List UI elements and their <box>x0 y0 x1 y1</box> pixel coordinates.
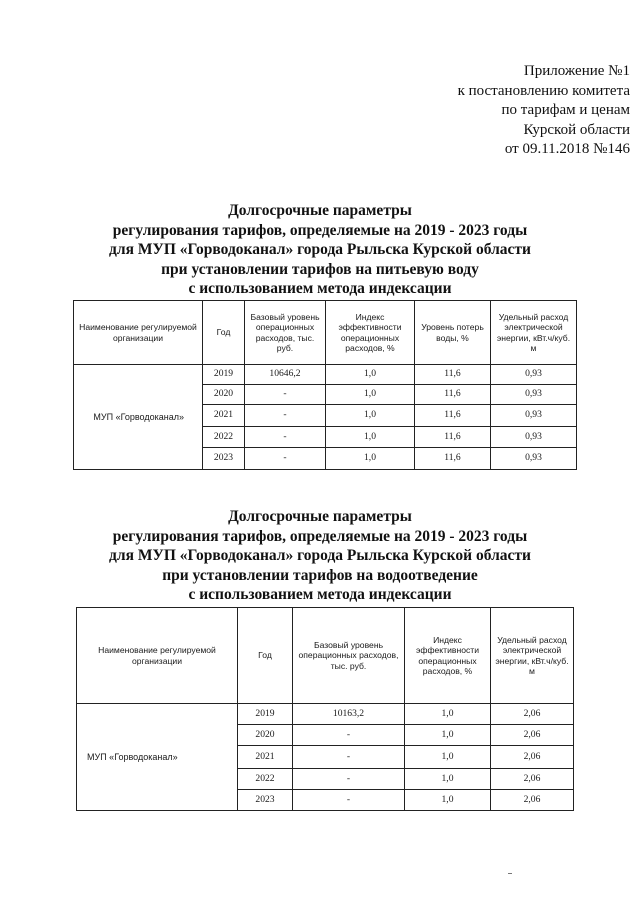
appendix-line: к постановлению комитета <box>457 82 630 99</box>
base-cell: 10646,2 <box>245 365 326 385</box>
energy-cell: 2,06 <box>491 790 574 811</box>
base-cell: - <box>245 448 326 470</box>
index-cell: 1,0 <box>326 405 415 427</box>
year-cell: 2023 <box>203 448 245 470</box>
index-cell: 1,0 <box>405 790 491 811</box>
loss-cell: 11,6 <box>415 448 491 470</box>
title-line: с использованием метода индексации <box>188 586 452 603</box>
table-header-row <box>74 301 577 365</box>
appendix-line: по тарифам и ценам <box>501 102 630 119</box>
loss-cell: 11,6 <box>415 365 491 385</box>
drinking-water-table <box>73 300 577 470</box>
appendix-block <box>330 62 630 160</box>
title-line: при установлении тарифов на питьевую воду <box>161 260 479 278</box>
index-cell: 1,0 <box>326 448 415 470</box>
index-cell: 1,0 <box>405 746 491 769</box>
year-cell: 2019 <box>203 365 245 385</box>
loss-cell: 11,6 <box>415 405 491 427</box>
year-cell: 2020 <box>238 725 293 746</box>
appendix-line: Приложение №1 <box>523 63 630 79</box>
header-energy: Удельный расход электрической энергии, кВт.ч/куб. м <box>491 608 574 704</box>
energy-cell: 2,06 <box>491 725 574 746</box>
loss-cell: 11,6 <box>415 385 491 405</box>
energy-cell: 2,06 <box>491 704 574 725</box>
title-line: Долгосрочные параметры <box>228 508 412 525</box>
year-cell: 2022 <box>238 769 293 790</box>
header-index: Индекс эффективности операционных расходов, % <box>405 608 491 704</box>
base-cell: - <box>293 746 405 769</box>
base-cell: - <box>245 427 326 448</box>
base-cell: - <box>293 769 405 790</box>
base-cell: - <box>245 405 326 427</box>
header-index: Индекс эффективности операционных расходов, % <box>326 301 415 365</box>
base-cell: - <box>293 790 405 811</box>
header-year: Год <box>203 301 245 365</box>
energy-cell: 0,93 <box>491 448 577 470</box>
index-cell: 1,0 <box>326 427 415 448</box>
wastewater-table <box>76 607 574 811</box>
title-line: для МУП «Горводоканал» города Рыльска Курской области <box>109 241 531 258</box>
org-name-cell: МУП «Горводоканал» <box>74 365 203 470</box>
appendix-date-line: от 09.11.2018 №146 <box>504 141 630 158</box>
index-cell: 1,0 <box>326 385 415 405</box>
energy-cell: 0,93 <box>491 385 577 405</box>
header-base: Базовый уровень операционных расходов, тыс. руб. <box>245 301 326 365</box>
header-energy: Удельный расход электрической энергии, кВт.ч/куб. м <box>491 301 577 365</box>
title-line: Долгосрочные параметры <box>228 202 412 219</box>
header-org: Наименование регулируемой организации <box>74 301 203 365</box>
energy-cell: 0,93 <box>491 427 577 448</box>
index-cell: 1,0 <box>326 365 415 385</box>
index-cell: 1,0 <box>405 725 491 746</box>
year-cell: 2022 <box>203 427 245 448</box>
title-line: регулирования тарифов, определяемые на 2019 - 2023 годы <box>112 527 528 545</box>
header-loss: Уровень потерь воды, % <box>415 301 491 365</box>
base-cell: 10163,2 <box>293 704 405 725</box>
header-year: Год <box>238 608 293 704</box>
title-line: при установлении тарифов на водоотведение <box>162 566 478 584</box>
base-cell: - <box>245 385 326 405</box>
section2-title <box>0 507 640 605</box>
table-row <box>77 704 574 725</box>
year-cell: 2021 <box>203 405 245 427</box>
year-cell: 2019 <box>238 704 293 725</box>
appendix-line: Курской области <box>523 121 630 138</box>
year-cell: 2020 <box>203 385 245 405</box>
energy-cell: 0,93 <box>491 365 577 385</box>
year-cell: 2021 <box>238 746 293 769</box>
org-name-cell: МУП «Горводоканал» <box>77 704 238 811</box>
scan-mark <box>508 873 512 874</box>
title-line: с использованием метода индексации <box>188 280 452 297</box>
header-org: Наименование регулируемой организации <box>77 608 238 704</box>
loss-cell: 11,6 <box>415 427 491 448</box>
title-line: для МУП «Горводоканал» города Рыльска Курской области <box>109 547 531 564</box>
index-cell: 1,0 <box>405 704 491 725</box>
section1-title <box>0 201 640 299</box>
table-row <box>74 365 577 385</box>
index-cell: 1,0 <box>405 769 491 790</box>
energy-cell: 0,93 <box>491 405 577 427</box>
header-base: Базовый уровень операционных расходов, тыс. руб. <box>293 608 405 704</box>
base-cell: - <box>293 725 405 746</box>
year-cell: 2023 <box>238 790 293 811</box>
energy-cell: 2,06 <box>491 769 574 790</box>
energy-cell: 2,06 <box>491 746 574 769</box>
title-line: регулирования тарифов, определяемые на 2019 - 2023 годы <box>112 221 528 239</box>
table-header-row <box>77 608 574 704</box>
